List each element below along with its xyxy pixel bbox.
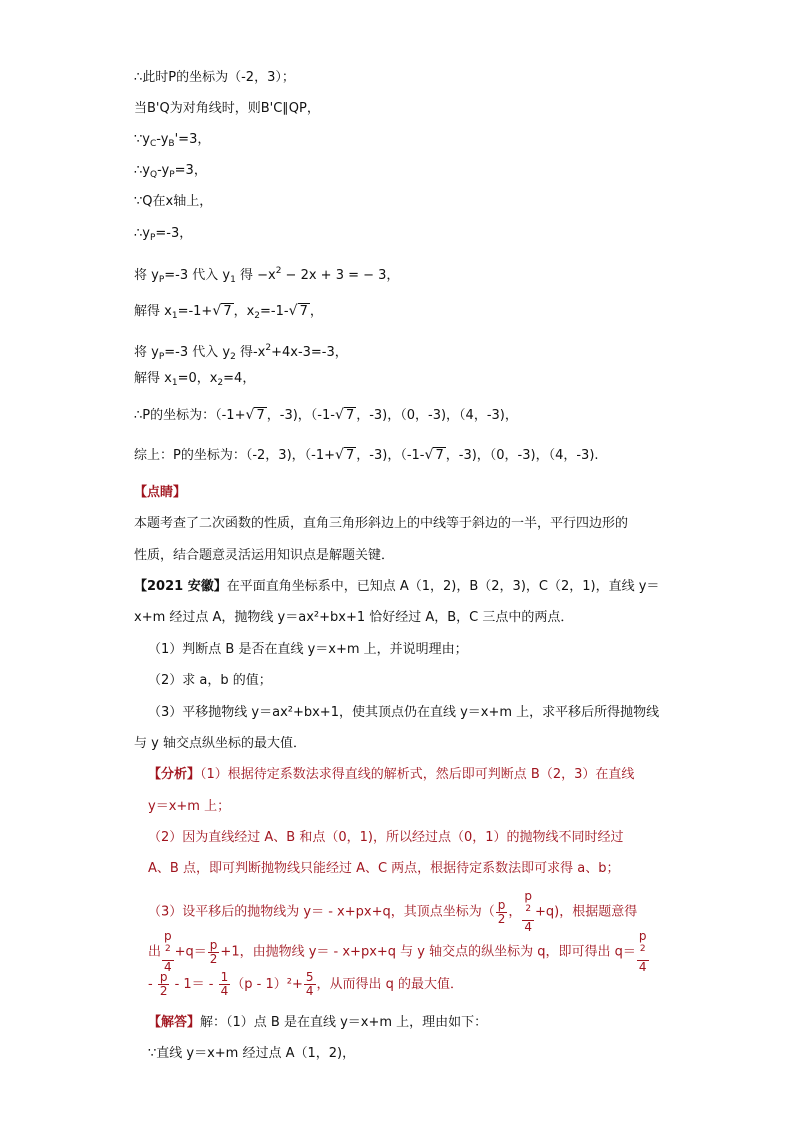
question-line: （2）求 a，b 的值； bbox=[148, 673, 272, 688]
answer-line: 【解答】解：（1）点 B 是在直线 y＝x+m 上，理由如下： bbox=[148, 1015, 488, 1030]
fraction: p $^2$ 4 bbox=[524, 889, 532, 934]
analysis-line: （3）设平移后的抛物线为 y＝ - x+px+q，其顶点坐标为（ $\frac{p}{2}$ ， p $^2$ 4 +q)，根据题意得 bbox=[148, 889, 638, 934]
fraction: $\frac{p}{2}$ bbox=[497, 897, 506, 926]
analysis-line: （2）因为直线经过 A、B 和点（0，1)，所以经过点（0，1）的抛物线不同时经过 bbox=[148, 830, 624, 845]
fraction: p $^2$ 4 bbox=[164, 929, 172, 974]
analysis-line: A、B 点，即可判断抛物线只能经过 A、C 两点，根据待定系数法即可求得 a、b； bbox=[148, 861, 620, 876]
sqrt-symbol: √ 7 bbox=[335, 406, 356, 426]
solution-line: 将 $y_P=-3$ 代入 $y_2$ 得$-x^2+4x-3=-3$， bbox=[134, 343, 348, 362]
question-line: （3）平移抛物线 y＝ax²+bx+1，使其顶点仍在直线 y＝x+m 上，求平移后所得抛物线 bbox=[148, 705, 660, 720]
solution-line: $\because y_C-y_B'=3$， bbox=[134, 132, 211, 149]
solution-line: 当B'Q为对角线时，则B'C∥QP， bbox=[134, 101, 320, 116]
jieda-heading: 【解答】 bbox=[148, 1015, 201, 1030]
fraction: p $^2$ 4 bbox=[638, 929, 647, 974]
sqrt-symbol: √ 7 bbox=[212, 302, 233, 322]
analysis-line: y＝x+m 上； bbox=[148, 799, 231, 814]
sqrt-symbol: √ 7 bbox=[335, 446, 356, 466]
commentary-line: 本题考查了二次函数的性质，直角三角形斜边上的中线等于斜边的一半，平行四边形的 bbox=[134, 516, 629, 531]
question-line: 【2021 安徽】在平面直角坐标系中，已知点 A（1，2)，B（2，3)，C（2，1)，直线 y＝ bbox=[134, 579, 660, 594]
fraction: $\frac{1}{4}$ bbox=[220, 970, 229, 998]
solution-line: 综上：P的坐标为：（-2，3)，（-1+√ 7 ，-3)，（-1-√ 7 ，-3)，（0，-3)，（4，-3). bbox=[134, 446, 599, 466]
question-line: x+m 经过点 A，抛物线 y＝ax²+bx+1 恰好经过 A，B，C 三点中的两点． bbox=[134, 610, 574, 625]
sqrt-symbol: √ 7 bbox=[424, 446, 445, 466]
solution-line: 将 $y_P=-3$ 代入 $y_1$ 得 $-x^2 - 2x + 3$ = − 3， bbox=[134, 266, 400, 285]
analysis-line: - $\frac{p}{2}$ - 1＝ - $\frac{1}{4}$ （p - 1）²+ $\frac{5}{4}$ ，从而得出 q 的最大值． bbox=[148, 970, 464, 998]
fraction: $\frac{5}{4}$ bbox=[305, 970, 314, 998]
dianjing-heading: 【点睛】 bbox=[134, 485, 187, 500]
fraction: $\frac{p}{2}$ bbox=[159, 970, 168, 998]
solution-line: 解得 $x_1=0$，$x_2=4$， bbox=[134, 371, 256, 388]
question-line: 与 y 轴交点纵坐标的最大值． bbox=[134, 736, 306, 751]
fenxi-heading: 【分析】 bbox=[148, 767, 201, 782]
question-line: （1）判断点 B 是否在直线 y＝x+m 上，并说明理由； bbox=[148, 642, 468, 657]
solution-line: ∴此时P的坐标为（-2，3）； bbox=[134, 70, 295, 85]
solution-line: 解得 $x_1=-1+√$ 7 ，$x_2=-1-√$ 7 ， bbox=[134, 302, 323, 326]
sqrt-symbol: √ 7 bbox=[289, 302, 310, 322]
solution-line: $\therefore y_P=-3$， bbox=[134, 226, 193, 243]
analysis-line: 【分析】（1）根据待定系数法求得直线的解析式，然后即可判断点 B（2，3）在直线 bbox=[148, 767, 635, 782]
solution-line: ∵Q在x轴上， bbox=[134, 194, 213, 209]
answer-line: ∵直线 y＝x+m 经过点 A（1，2)， bbox=[148, 1046, 356, 1061]
fraction: $\frac{p}{2}$ bbox=[209, 937, 218, 966]
solution-line: $\therefore y_Q-y_P=3$， bbox=[134, 163, 207, 180]
solution-line: ∴P的坐标为：（-1+√ 7 ，-3)，（-1-√ 7 ，-3)，（0，-3)，（4，-3)， bbox=[134, 406, 518, 426]
commentary-line: 性质，结合题意灵活运用知识点是解题关键． bbox=[134, 548, 395, 563]
analysis-line: 出 p $^2$ 4 +q＝ $\frac{p}{2}$ +1，由抛物线 y＝ - x+px+q 与 y 轴交点的纵坐标为 q，即可得出 q＝ p $^2$ 4 bbox=[148, 929, 647, 974]
question-source: 【2021 安徽】 bbox=[134, 579, 227, 594]
sqrt-symbol: √ 7 bbox=[245, 406, 266, 426]
